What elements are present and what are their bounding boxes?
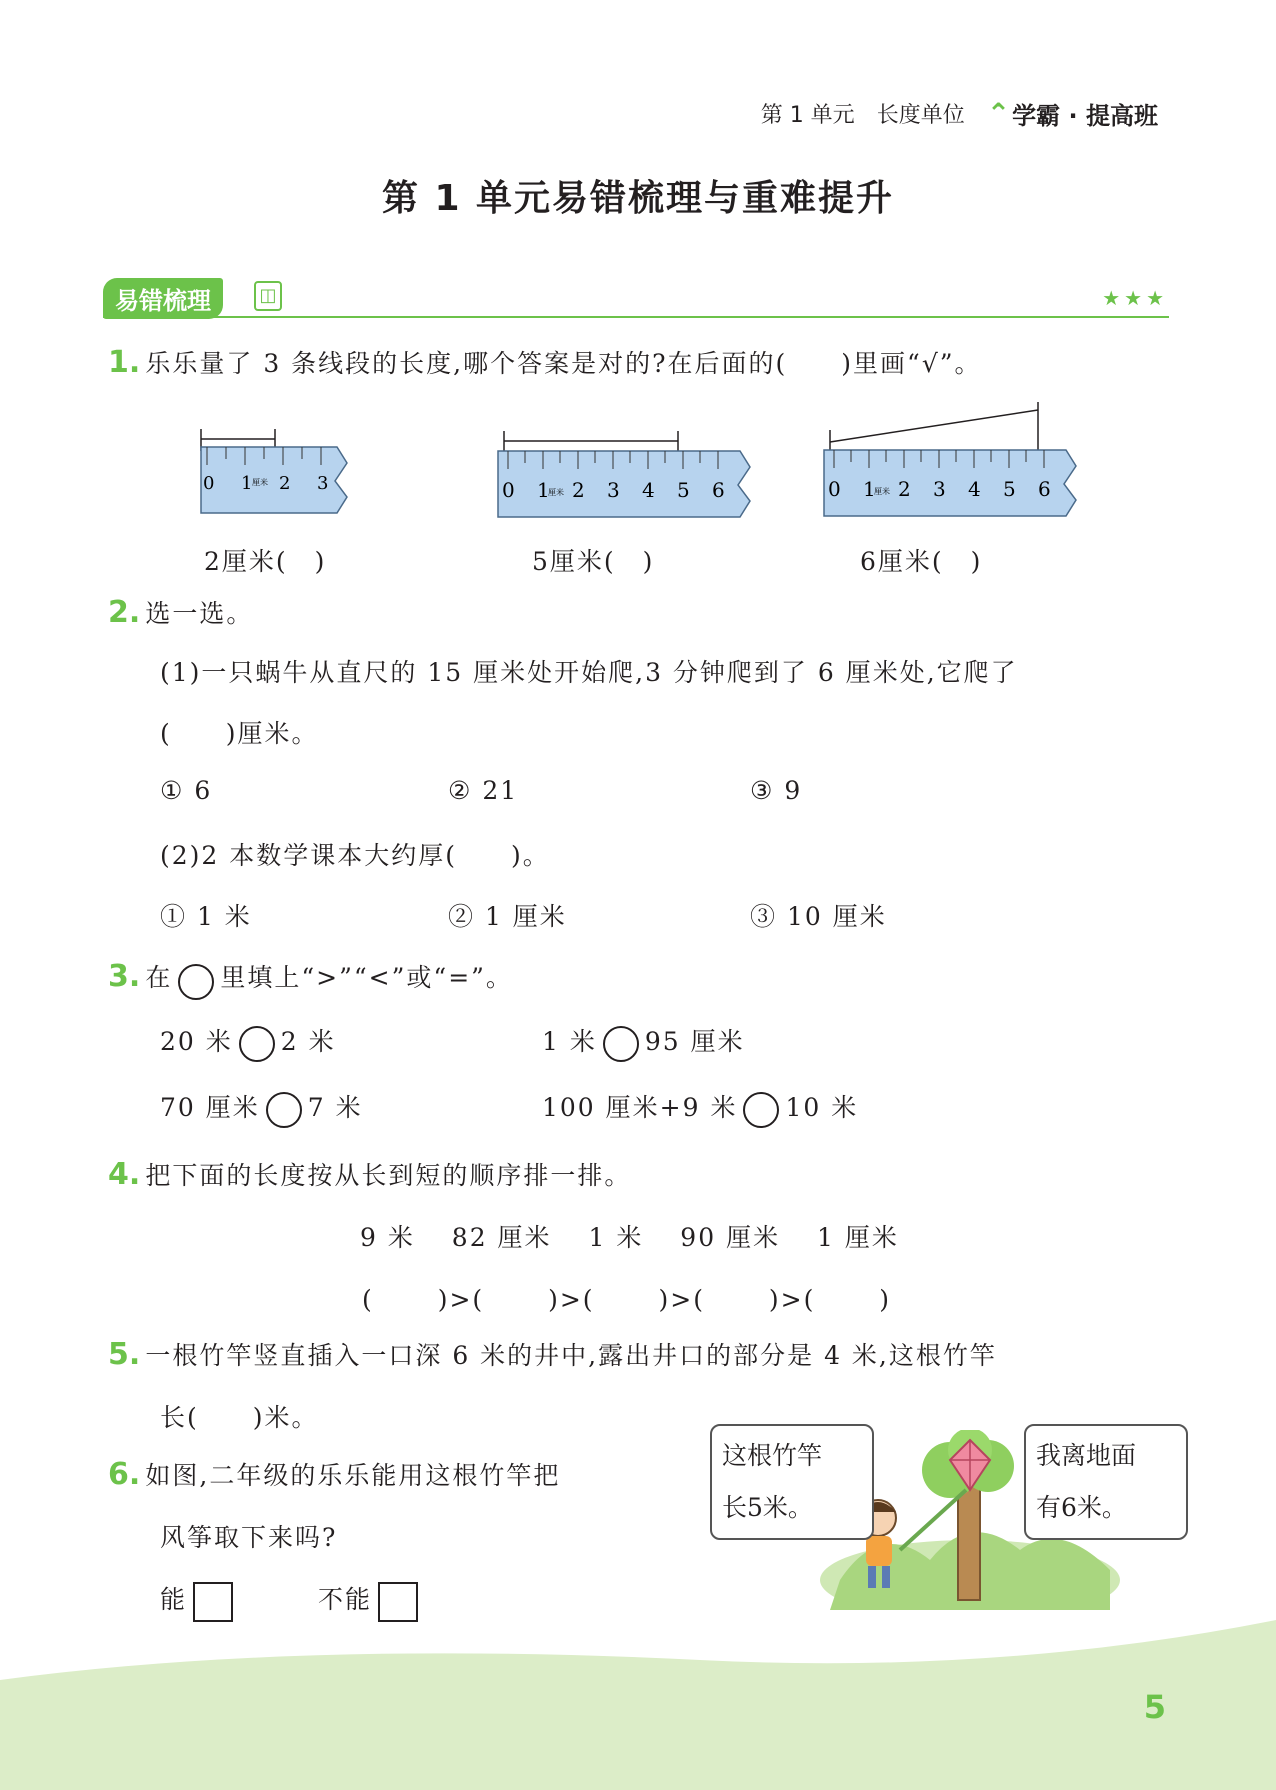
question-text: 选一选。 bbox=[145, 599, 254, 628]
page-header bbox=[761, 96, 1158, 131]
difficulty-stars: ★★★ bbox=[1102, 286, 1168, 310]
question-text: 把下面的长度按从长到短的顺序排一排。 bbox=[145, 1161, 632, 1190]
brand-logo: ⌃ 学霸 · 提高班 bbox=[986, 97, 1158, 130]
unit-label: 第 1 单元 bbox=[760, 103, 855, 128]
graduation-cap-icon: ⌃ bbox=[986, 97, 1011, 130]
question-text: 一根竹竿竖直插入一口深 6 米的井中,露出井口的部分是 4 米,这根竹竿 bbox=[145, 1341, 997, 1370]
page-number: 5 bbox=[1143, 1688, 1166, 1726]
question-text: 乐乐量了 3 条线段的长度,哪个答案是对的?在后面的( )里画“√”。 bbox=[145, 349, 982, 378]
ruler-2-answer: 5厘米( ) bbox=[532, 547, 655, 576]
question-4 bbox=[108, 1156, 631, 1192]
ruler-tick-label: 0 bbox=[502, 478, 515, 502]
q2-sub1-line2: ( )厘米。 bbox=[160, 719, 319, 748]
q2-sub2-option: ③ 10 厘米 bbox=[750, 902, 887, 931]
ruler-tick-label: 1 bbox=[241, 473, 253, 494]
question-number: 3. bbox=[108, 959, 141, 994]
question-number: 6. bbox=[108, 1457, 141, 1492]
ruler-2 bbox=[496, 425, 756, 520]
ruler-3 bbox=[822, 400, 1082, 520]
compare-circle[interactable] bbox=[603, 1026, 639, 1062]
ruler-tick-label: 6 bbox=[1038, 477, 1051, 501]
ruler-tick-label: 0 bbox=[828, 477, 841, 501]
ruler-tick-label: 6 bbox=[712, 478, 725, 502]
q4-values: 9 米 82 厘米 1 米 90 厘米 1 厘米 bbox=[360, 1223, 899, 1252]
ruler-unit: 厘米 bbox=[548, 488, 564, 497]
page-title: 第 1 单元易错梳理与重难提升 bbox=[381, 178, 895, 219]
q3-item-3: 70 厘米 7 米 bbox=[160, 1088, 363, 1128]
speech-bubble-kite: 我离地面 有6米。 bbox=[1024, 1424, 1188, 1540]
q6-answer-yes: 能 bbox=[160, 1580, 233, 1622]
q2-sub1-option: ② 21 bbox=[448, 776, 519, 805]
section-divider bbox=[103, 316, 1169, 318]
ruler-1-answer: 2厘米( ) bbox=[204, 547, 327, 576]
q2-sub1-option: ① 6 bbox=[160, 776, 213, 805]
question-3: 3. 在 里填上“>”“<”或“=”。 bbox=[108, 958, 513, 1000]
ruler-tick-label: 3 bbox=[317, 473, 329, 494]
q6-answer-no: 不能 bbox=[318, 1580, 418, 1622]
q3-item-4: 100 厘米+9 米 10 米 bbox=[542, 1088, 858, 1128]
question-5 bbox=[108, 1336, 997, 1372]
question-text: 如图,二年级的乐乐能用这根竹竿把 bbox=[145, 1461, 561, 1490]
ruler-unit: 厘米 bbox=[252, 478, 268, 487]
section-badge: 易错梳理 bbox=[103, 278, 223, 319]
q2-sub1-option: ③ 9 bbox=[750, 776, 803, 805]
ruler-tick-label: 0 bbox=[203, 473, 215, 494]
compare-circle-sample bbox=[178, 964, 214, 1000]
ruler-tick-label: 4 bbox=[968, 477, 981, 501]
q2-sub2-option: ② 1 厘米 bbox=[448, 902, 567, 931]
section-icon: ◫ bbox=[254, 281, 282, 311]
question-number: 2. bbox=[108, 595, 141, 630]
q2-sub1-line1: (1)一只蜗牛从直尺的 15 厘米处开始爬,3 分钟爬到了 6 厘米处,它爬了 bbox=[160, 658, 1018, 687]
ruler-tick-label: 4 bbox=[642, 478, 655, 502]
q2-sub2-option: ① 1 米 bbox=[160, 902, 252, 931]
q2-sub2-text: (2)2 本数学课本大约厚( )。 bbox=[160, 841, 550, 870]
topic-label: 长度单位 bbox=[876, 103, 965, 128]
compare-circle[interactable] bbox=[266, 1092, 302, 1128]
q3-item-1: 20 米 2 米 bbox=[160, 1022, 336, 1062]
q6-line2: 风筝取下来吗? bbox=[160, 1523, 338, 1552]
ruler-tick-label: 3 bbox=[607, 478, 620, 502]
ruler-tick-label: 2 bbox=[279, 473, 291, 494]
ruler-tick-label: 5 bbox=[1003, 477, 1016, 501]
ruler-3-answer: 6厘米( ) bbox=[860, 547, 983, 576]
ruler-tick-label: 2 bbox=[898, 477, 911, 501]
question-2 bbox=[108, 594, 253, 630]
ruler-tick-label: 1 bbox=[537, 478, 550, 502]
ruler-tick-label: 3 bbox=[933, 477, 946, 501]
bottom-wave-decoration bbox=[0, 1600, 1276, 1790]
question-number: 1. bbox=[108, 345, 141, 380]
question-6 bbox=[108, 1456, 560, 1492]
q3-item-2: 1 米 95 厘米 bbox=[542, 1022, 745, 1062]
ruler-tick-label: 2 bbox=[572, 478, 585, 502]
ruler-unit: 厘米 bbox=[874, 487, 890, 496]
question-number: 4. bbox=[108, 1157, 141, 1192]
ruler-tick-label: 5 bbox=[677, 478, 690, 502]
q4-blanks[interactable]: ( )>( )>( )>( )>( ) bbox=[362, 1285, 892, 1314]
q5-line2: 长( )米。 bbox=[160, 1403, 319, 1432]
ruler-tick-label: 1 bbox=[863, 477, 876, 501]
question-number: 5. bbox=[108, 1337, 141, 1372]
ruler-1 bbox=[195, 425, 355, 520]
question-1 bbox=[108, 344, 982, 380]
compare-circle[interactable] bbox=[239, 1026, 275, 1062]
speech-bubble-boy: 这根竹竿 长5米。 bbox=[710, 1424, 874, 1540]
compare-circle[interactable] bbox=[743, 1092, 779, 1128]
